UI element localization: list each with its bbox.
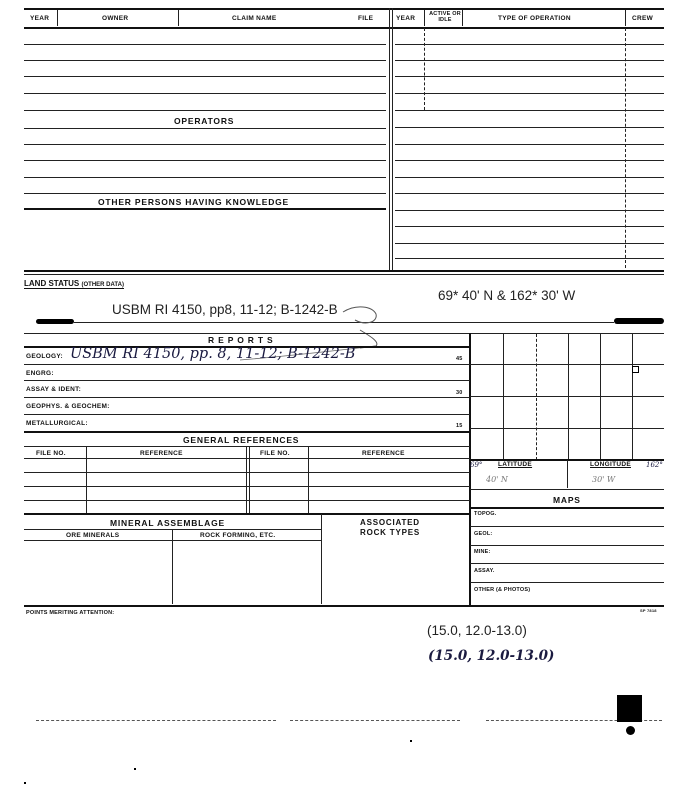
reports-bottom-rule — [24, 431, 470, 433]
grid-line — [470, 364, 664, 365]
maps-title-rule — [470, 507, 664, 509]
general-ref-divider — [249, 447, 250, 513]
reports-right-divider — [469, 333, 471, 605]
longitude-label: LONGITUDE — [590, 461, 631, 468]
latitude-handwritten: 40' N — [486, 475, 508, 484]
ink-speck — [24, 782, 26, 784]
general-ref-header-file-no-2: FILE NO. — [260, 450, 290, 457]
general-ref-bottom-rule — [24, 513, 470, 515]
scan-artifact-line — [36, 720, 276, 721]
maps-row-line — [470, 526, 664, 527]
points-rule — [24, 605, 664, 607]
grid-line — [600, 334, 601, 460]
header-claim-name: CLAIM NAME — [232, 15, 277, 22]
report-geology-num: 45 — [456, 356, 463, 362]
ink-speck — [134, 768, 136, 770]
bottom-handwritten-note: (15.0, 12.0-13.0) — [428, 648, 555, 664]
land-status-typed-coordinates: 69* 40' N & 162* 30' W — [438, 288, 576, 303]
maps-top-rule — [470, 489, 664, 490]
mineral-header-rule — [24, 540, 322, 541]
report-assay-label: ASSAY & IDENT: — [26, 386, 82, 393]
grid-marker-icon — [632, 366, 639, 373]
mineral-assemblage-title: MINERAL ASSEMBLAGE — [110, 518, 225, 528]
grid-line — [536, 334, 537, 460]
header-owner: OWNER — [102, 15, 129, 22]
general-ref-header-rule — [24, 458, 470, 459]
bottom-typed-note: (15.0, 12.0-13.0) — [427, 623, 527, 638]
report-geology-handwritten: USBM RI 4150, pp. 8, 11-12; B-1242-B — [70, 346, 356, 362]
report-geology-label: GEOLOGY: — [26, 353, 63, 360]
grid-line — [632, 334, 633, 460]
maps-other: OTHER (& PHOTOS) — [474, 587, 531, 593]
grid-line — [470, 428, 664, 429]
ink-block — [617, 695, 642, 722]
latitude-label: LATITUDE — [498, 461, 533, 468]
reports-title: R E P O R T S — [208, 335, 274, 345]
maps-topog: TOPOG. — [474, 511, 497, 517]
general-ref-row-line — [24, 472, 470, 473]
rock-types-header: ROCK TYPES — [360, 528, 421, 537]
general-ref-row-line — [24, 486, 470, 487]
header-file: FILE — [358, 15, 374, 22]
land-status-typed-reference: USBM RI 4150, pp8, 11-12; B-1242-B — [112, 302, 338, 317]
general-references-rule — [24, 446, 470, 447]
points-meriting-attention-label: POINTS MERITING ATTENTION: — [26, 610, 115, 616]
other-persons-title: OTHER PERSONS HAVING KNOWLEDGE — [98, 197, 290, 207]
longitude-suffix: 162° — [646, 461, 663, 469]
header-crew: CREW — [632, 15, 654, 22]
report-metallurgical-num: 15 — [456, 423, 463, 429]
scan-artifact-line — [290, 720, 460, 721]
form-number: SP 7818 — [640, 608, 657, 613]
ink-dot — [626, 726, 635, 735]
general-ref-divider — [246, 447, 247, 513]
header-year: YEAR — [30, 15, 50, 22]
maps-geol: GEOL: — [474, 531, 493, 537]
mineral-divider — [172, 530, 173, 604]
report-row-line — [24, 364, 470, 365]
grid-line — [503, 334, 504, 460]
header-year-2: YEAR — [396, 15, 416, 22]
report-metallurgical-label: METALLURGICAL: — [26, 420, 88, 427]
maps-assay: ASSAY. — [474, 568, 495, 574]
operators-title: OPERATORS — [174, 116, 235, 126]
grid-line — [568, 334, 569, 460]
general-ref-row-line — [24, 500, 470, 501]
general-ref-header-reference: REFERENCE — [140, 450, 183, 457]
report-assay-num: 30 — [456, 390, 463, 396]
header-active-or-idle: ACTIVE OR IDLE — [429, 11, 461, 23]
general-ref-divider — [86, 447, 87, 513]
mineral-divider — [321, 514, 322, 604]
general-references-title: GENERAL REFERENCES — [183, 435, 300, 445]
maps-row-line — [470, 582, 664, 583]
header-type-of-operation: TYPE OF OPERATION — [498, 15, 571, 22]
grid-line — [470, 396, 664, 397]
ink-speck — [410, 740, 412, 742]
report-row-line — [24, 414, 470, 415]
report-row-line — [24, 397, 470, 398]
land-status-sublabel: (OTHER DATA) — [81, 282, 124, 288]
rock-forming-header: ROCK FORMING, ETC. — [200, 532, 276, 539]
report-geophys-label: GEOPHYS. & GEOCHEM: — [26, 403, 110, 410]
latitude-prefix: 69° — [470, 461, 483, 469]
longitude-handwritten: 30' W — [592, 475, 616, 484]
maps-mine: MINE: — [474, 549, 491, 555]
general-ref-header-file-no: FILE NO. — [36, 450, 66, 457]
latlong-divider — [567, 460, 568, 488]
associated-header: ASSOCIATED — [360, 518, 420, 527]
maps-row-line — [470, 563, 664, 564]
general-ref-divider — [308, 447, 309, 513]
report-engrg-label: ENGRG: — [26, 370, 54, 377]
mineral-title-rule — [24, 529, 322, 530]
land-status-text: LAND STATUS — [24, 279, 80, 288]
ore-minerals-header: ORE MINERALS — [66, 532, 120, 539]
general-ref-header-reference-2: REFERENCE — [362, 450, 405, 457]
maps-title: MAPS — [553, 495, 581, 505]
report-row-line — [24, 380, 470, 381]
maps-row-line — [470, 545, 664, 546]
